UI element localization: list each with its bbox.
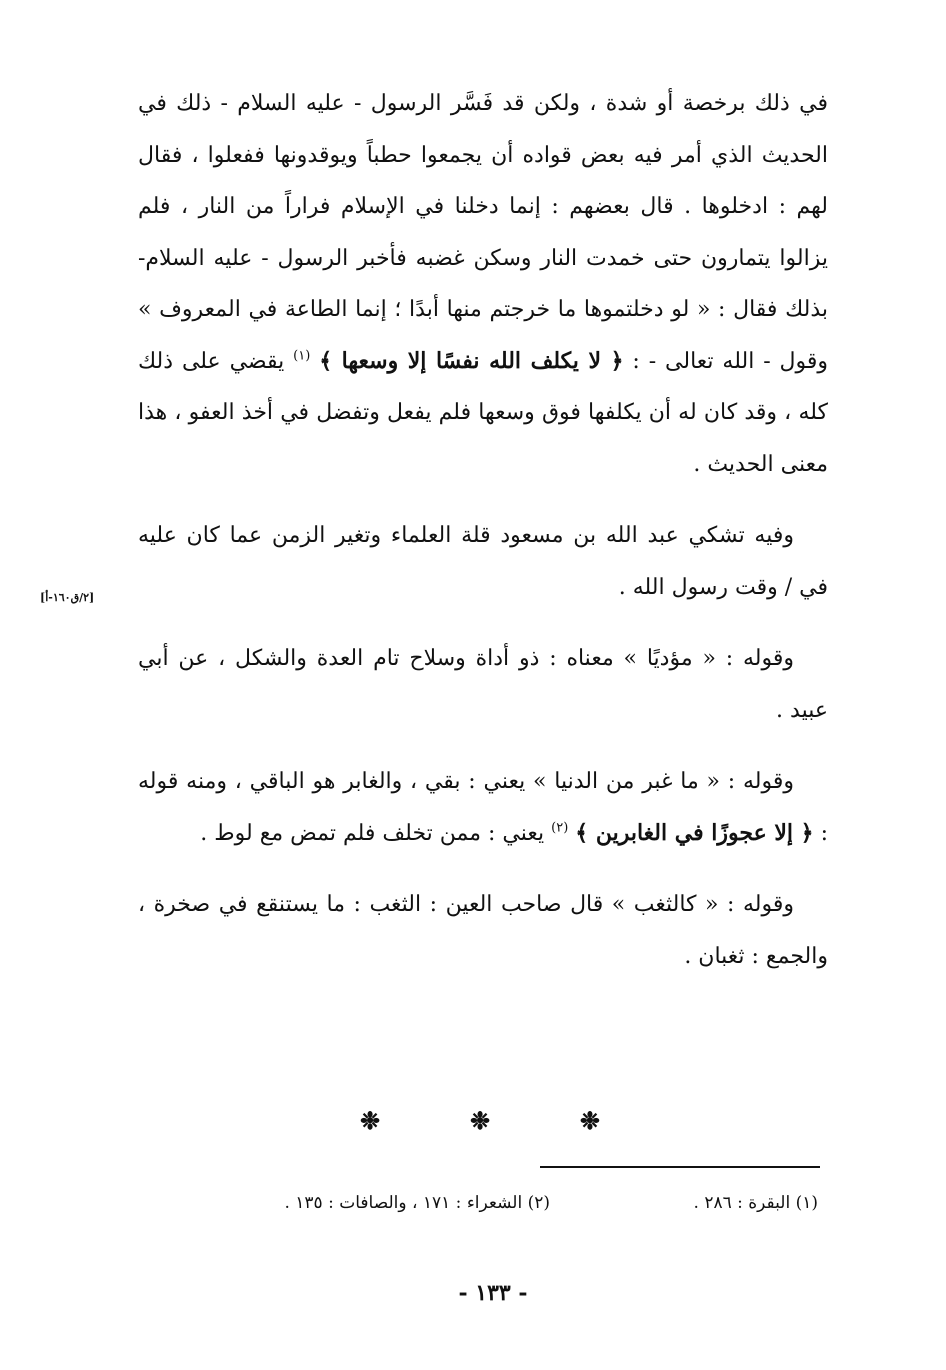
paragraph-4-text-a: وقوله : « ما غبر من الدنيا » يعني : بقي ، والغابر هو الباقي ، ومنه قوله :	[138, 769, 828, 846]
paragraph-4	[138, 756, 828, 859]
footnote-separator	[540, 1166, 820, 1168]
ornament-star-icon: ❉	[469, 1106, 491, 1135]
paragraph-5: وقوله : « كالثغب » قال صاحب العين : الثغب : ما يستنقع في صخرة ، والجمع : ثغبان .	[138, 892, 828, 969]
page-number: - ١٣٣ -	[458, 1280, 528, 1306]
paragraph-4-text-b: يعني : ممن تخلف فلم تمض مع لوط .	[200, 820, 545, 846]
paragraph-1	[138, 78, 828, 490]
paragraph-1-text-a: في ذلك برخصة أو شدة ، ولكن قد فَسَّر الرسول - عليه السلام - ذلك في الحديث الذي أمر فيه بعض قواده أن يجمعوا حطباً ويوقدونها ففعلوا ، فقال لهم : ادخلوها . قال بعضهم : إنما دخلنا في الإسلام فراراً من النار ، فلم يزالوا يتمارون حتى خمدت النار وسكن غضبه فأخبر الرسول - عليه السلام- بذلك فقال : « لو دخلتموها ما خرجتم منها أبدًا ؛ إنما الطاعة في المعروف » وقول - الله تعالى - :	[138, 91, 829, 374]
paragraph-1-text-b: يقضي على ذلك كله ، وقد كان له أن يكلفها فوق وسعها فلم يفعل وتفضل في أخذ العفو ، هذا معنى الحديث .	[138, 348, 828, 477]
footnote-2: (٢) الشعراء : ١٧١ ، والصافات : ١٣٥ .	[284, 1193, 550, 1213]
paragraph-3: وقوله : « مؤديًا » معناه : ذو أداة وسلاح تام العدة والشكل ، عن أبي عبيد .	[138, 646, 828, 723]
section-divider	[360, 1106, 600, 1135]
ornament-star-icon: ❉	[579, 1106, 600, 1135]
footnote-marker-1: (١)	[293, 348, 311, 364]
main-text	[138, 78, 828, 982]
ornament-star-icon: ❉	[360, 1106, 381, 1135]
quran-quote-1: ﴿ لا يكلف الله نفسًا إلا وسعها ﴾	[319, 347, 624, 374]
footnote-marker-2: (٢)	[551, 820, 569, 836]
manuscript-folio-reference: [٢/ق١٦٠-أ]	[40, 591, 95, 604]
footnote-1: (١) البقرة : ٢٨٦ .	[693, 1193, 818, 1213]
paragraph-2: وفيه تشكي عبد الله بن مسعود قلة العلماء وتغير الزمن عما كان عليه في / وقت رسول الله .	[138, 523, 828, 600]
quran-quote-2: ﴿ إلا عجوزًا في الغابرين ﴾	[575, 819, 814, 846]
